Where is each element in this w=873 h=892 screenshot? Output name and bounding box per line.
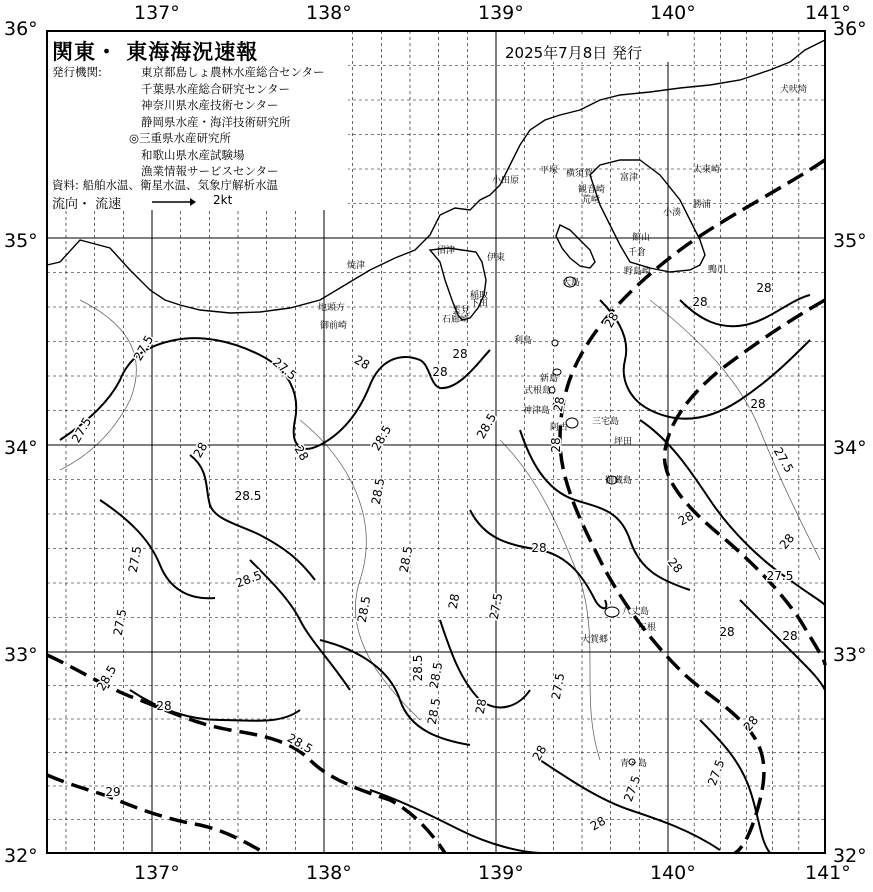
longitude-label: 141° bbox=[805, 2, 851, 24]
isotherm-label: 28.5 bbox=[93, 662, 120, 694]
isotherm-label: 28.5 bbox=[234, 489, 262, 503]
place-label: 坪田 bbox=[614, 437, 633, 447]
place-label: 沼津 bbox=[437, 246, 456, 256]
isotherm-label: 27.5 bbox=[770, 444, 797, 476]
place-label: 地頭方 bbox=[318, 303, 346, 313]
issuer-item: 和歌山県水産試験場 bbox=[141, 147, 245, 162]
map-title: 関東・ 東海海況速報 bbox=[52, 40, 259, 64]
data-source: 資料: 船舶水温、衛星水温、気象庁解析水温 bbox=[52, 178, 279, 192]
place-label: 犬吠埼 bbox=[780, 85, 808, 95]
latitude-label: 33° bbox=[4, 644, 38, 666]
place-label: 新島 bbox=[540, 374, 559, 384]
latitude-label: 33° bbox=[833, 644, 867, 666]
place-label: 横須賀 bbox=[566, 169, 594, 179]
isotherm-label: 28 bbox=[692, 295, 708, 309]
place-label: 観音崎 bbox=[578, 185, 606, 195]
place-label: 八丈島 bbox=[622, 607, 650, 617]
place-label: 神津島 bbox=[523, 406, 551, 416]
isotherm-label: 27.5 bbox=[68, 414, 95, 446]
isotherm-label: 28 bbox=[719, 625, 735, 639]
issuer-item: 千葉県水産総合研究センター bbox=[141, 81, 291, 96]
isotherm-label: 28 bbox=[291, 442, 312, 464]
flow-legend-label: 流向・ 流速 bbox=[52, 197, 122, 212]
isotherm-label: 27.5 bbox=[705, 757, 728, 788]
longitude-label: 139° bbox=[478, 862, 524, 884]
place-label: 三根 bbox=[638, 623, 657, 633]
issuer-item: 神奈川県水産技術センター bbox=[141, 98, 279, 112]
isotherm-label: 28.5 bbox=[396, 544, 416, 574]
isotherm-label: 28 bbox=[740, 713, 762, 734]
place-label: 稲取 bbox=[470, 291, 489, 301]
place-label: 富津 bbox=[620, 173, 639, 183]
place-label: 下田 bbox=[470, 299, 489, 309]
place-label: 青ヶ島 bbox=[620, 759, 648, 769]
isotherm-label: 27.5 bbox=[125, 544, 145, 574]
isotherm-label: 28 bbox=[675, 508, 697, 529]
place-label: 野島崎 bbox=[624, 267, 652, 277]
place-label: 大島 bbox=[562, 278, 581, 288]
isotherm-label: 28 bbox=[550, 395, 568, 414]
isotherm-label: 28 bbox=[756, 281, 772, 295]
longitude-label: 139° bbox=[478, 2, 524, 24]
issuer-item: ◎三重県水産研究所 bbox=[129, 131, 232, 145]
place-label: 鴨川 bbox=[708, 265, 727, 275]
isotherm-label: 28.5 bbox=[368, 422, 395, 454]
issuer-item: 漁業情報サービスセンター bbox=[141, 164, 279, 178]
place-label: 御蔵島 bbox=[605, 476, 633, 486]
latitude-label: 32° bbox=[4, 845, 38, 867]
isotherm-label: 28 bbox=[549, 437, 563, 453]
longitude-label: 137° bbox=[134, 2, 180, 24]
place-label: 焼津 bbox=[347, 261, 366, 271]
place-label: 勝浦 bbox=[693, 200, 712, 210]
latitude-label: 35° bbox=[833, 230, 867, 252]
isotherm-label: 28.5 bbox=[426, 660, 446, 690]
isotherm-label: 28 bbox=[587, 813, 609, 834]
isotherm-label: 27.5 bbox=[766, 569, 794, 583]
place-label: 雲見 bbox=[452, 306, 471, 316]
place-label: 三宅島 bbox=[592, 417, 620, 427]
isotherm-label: 28.5 bbox=[424, 696, 444, 726]
isotherm-label: 28 bbox=[664, 555, 686, 576]
isotherm-label: 28.5 bbox=[411, 654, 425, 682]
latitude-label: 36° bbox=[833, 18, 867, 40]
flow-scale-label: 2kt bbox=[213, 193, 233, 207]
isotherm-label: 28.5 bbox=[368, 476, 388, 506]
issuer-item: 静岡県水産・海洋技術研究所 bbox=[141, 114, 291, 129]
longitude-label: 140° bbox=[650, 862, 696, 884]
place-label: 館山 bbox=[632, 233, 651, 243]
issuer-label: 発行機関: bbox=[52, 65, 102, 79]
place-label: 小湊 bbox=[663, 208, 682, 218]
isotherm-label: 28.5 bbox=[354, 594, 374, 624]
isotherm-label: 28 bbox=[529, 742, 550, 764]
isotherm-label: 27.5 bbox=[548, 671, 568, 701]
isotherm-label: 28 bbox=[156, 699, 172, 713]
issue-date: 2025年7月8日 発行 bbox=[505, 44, 643, 62]
place-label: 千倉 bbox=[628, 248, 647, 258]
isotherm-label: 27.5 bbox=[621, 773, 644, 804]
longitude-label: 138° bbox=[306, 2, 352, 24]
issuer-label-block bbox=[52, 64, 102, 81]
latitude-label: 36° bbox=[4, 18, 38, 40]
isotherm-label: 28 bbox=[351, 352, 373, 373]
isotherm-label: 27.5 bbox=[110, 607, 130, 637]
isotherm-label: 27.5 bbox=[486, 591, 506, 621]
place-label: 大賀郷 bbox=[581, 635, 609, 645]
place-label: 伊東 bbox=[487, 253, 506, 263]
isotherm-label: 28 bbox=[601, 309, 622, 331]
isotherm-label: 28 bbox=[452, 347, 468, 361]
place-label: 荒崎 bbox=[582, 195, 601, 205]
isotherm-label: 27.5 bbox=[269, 354, 300, 383]
place-label: 平塚 bbox=[540, 166, 559, 176]
longitude-label: 137° bbox=[134, 862, 180, 884]
isotherm-label: 28 bbox=[531, 541, 547, 555]
isotherm-label: 27.5 bbox=[130, 332, 157, 364]
flow-arrow-icon bbox=[152, 196, 196, 208]
isotherm-label: 28.5 bbox=[284, 730, 316, 757]
place-label: 阿古 bbox=[550, 423, 569, 433]
issuer-list bbox=[129, 64, 325, 180]
longitude-label: 141° bbox=[805, 862, 851, 884]
isotherm-label: 29 bbox=[105, 785, 121, 799]
place-label: 石廊崎 bbox=[442, 315, 470, 325]
isotherm-label: 28 bbox=[190, 439, 211, 461]
latitude-label: 35° bbox=[4, 230, 38, 252]
isotherm-label: 28 bbox=[445, 592, 463, 611]
longitude-label: 138° bbox=[306, 862, 352, 884]
isotherm-label: 28 bbox=[472, 697, 490, 716]
isotherm-label: 28 bbox=[750, 397, 766, 411]
place-label: 太東崎 bbox=[693, 165, 721, 175]
isotherm-label: 28 bbox=[776, 531, 798, 552]
place-label: 小田原 bbox=[492, 176, 520, 186]
issuer-item: 東京都島しょ農林水産総合センター bbox=[141, 65, 325, 79]
place-label: 利島 bbox=[514, 336, 533, 346]
latitude-label: 34° bbox=[4, 437, 38, 459]
latitude-label: 32° bbox=[833, 845, 867, 867]
isotherm-label: 28.5 bbox=[233, 568, 264, 591]
latitude-label: 34° bbox=[833, 437, 867, 459]
isotherm-label: 28 bbox=[782, 629, 798, 643]
place-label: 御前崎 bbox=[320, 321, 348, 331]
longitude-label: 140° bbox=[650, 2, 696, 24]
place-label: 式根島 bbox=[524, 386, 552, 396]
isotherm-label: 28.5 bbox=[473, 410, 500, 442]
isotherm-label: 28 bbox=[432, 365, 448, 379]
